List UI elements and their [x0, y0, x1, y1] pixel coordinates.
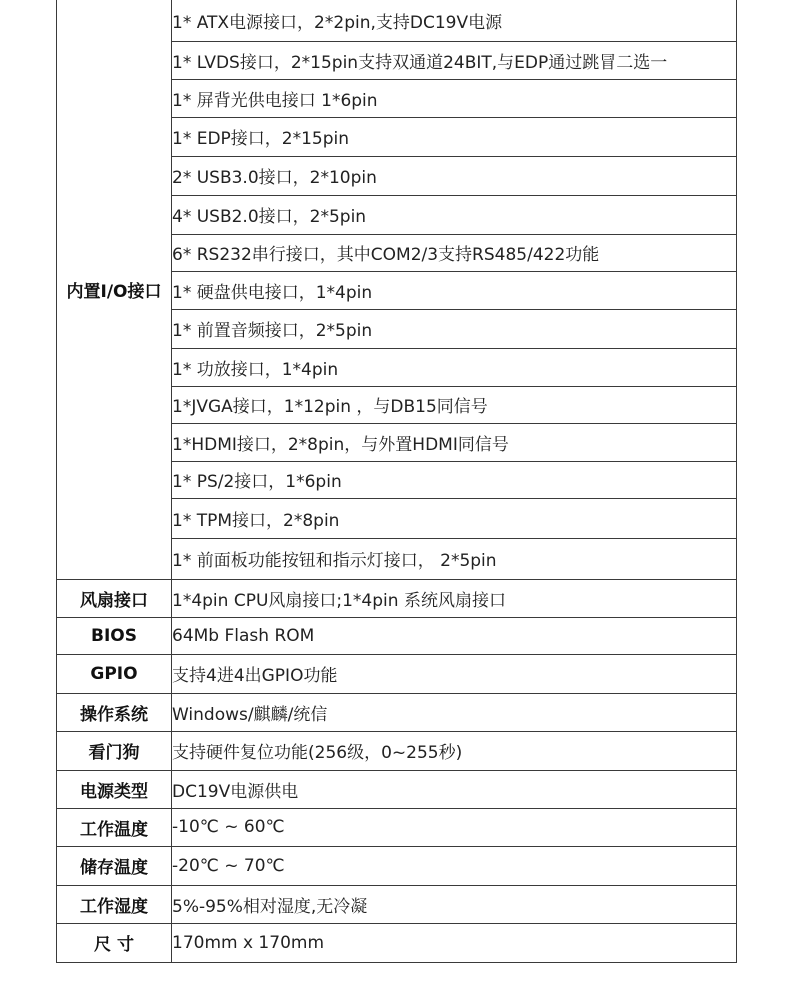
io-row-value: 4* USB2.0接口，2*5pin	[172, 195, 737, 234]
io-row-value: 1* 前面板功能按钮和指示灯接口， 2*5pin	[172, 538, 737, 579]
spec-value: 64Mb Flash ROM	[172, 617, 737, 654]
spec-value: DC19V电源供电	[172, 770, 737, 808]
table-row	[57, 808, 737, 846]
spec-value: 支持硬件复位功能(256级，0~255秒)	[172, 731, 737, 770]
io-row-value: 1* 硬盘供电接口，1*4pin	[172, 271, 737, 309]
io-row-value: 1*JVGA接口，1*12pin ，与DB15同信号	[172, 386, 737, 423]
table-row	[57, 654, 737, 693]
table-row	[57, 693, 737, 731]
table-row	[57, 617, 737, 654]
spec-value: -20℃ ~ 70℃	[172, 846, 737, 885]
io-row-value: 1* PS/2接口，1*6pin	[172, 461, 737, 498]
spec-label: 储存温度	[57, 846, 172, 885]
spec-label: 电源类型	[57, 770, 172, 808]
spec-table	[56, 0, 737, 963]
io-row-value: 1* 前置音频接口，2*5pin	[172, 309, 737, 348]
io-row-value: 6* RS232串行接口，其中COM2/3支持RS485/422功能	[172, 234, 737, 271]
io-row-value: 1* 功放接口，1*4pin	[172, 348, 737, 386]
spec-value: 支持4进4出GPIO功能	[172, 654, 737, 693]
table-row	[57, 0, 737, 41]
spec-label: BIOS	[57, 617, 172, 654]
io-row-value: 1*HDMI接口，2*8pin，与外置HDMI同信号	[172, 423, 737, 461]
spec-label: 工作湿度	[57, 885, 172, 923]
spec-value: 1*4pin CPU风扇接口;1*4pin 系统风扇接口	[172, 579, 737, 617]
table-row	[57, 579, 737, 617]
io-row-value: 1* EDP接口，2*15pin	[172, 117, 737, 156]
spec-label: 工作温度	[57, 808, 172, 846]
spec-value: 5%-95%相对湿度,无冷凝	[172, 885, 737, 923]
table-row	[57, 731, 737, 770]
io-row-value: 2* USB3.0接口，2*10pin	[172, 156, 737, 195]
table-row	[57, 846, 737, 885]
table-row	[57, 923, 737, 962]
spec-label: GPIO	[57, 654, 172, 693]
table-row	[57, 770, 737, 808]
internal-io-label: 内置I/O接口	[57, 0, 172, 579]
io-row-value: 1* ATX电源接口，2*2pin,支持DC19V电源	[172, 0, 737, 41]
spec-label: 看门狗	[57, 731, 172, 770]
io-row-value: 1* TPM接口，2*8pin	[172, 498, 737, 538]
spec-label: 操作系统	[57, 693, 172, 731]
spec-value: 170mm x 170mm	[172, 923, 737, 962]
table-row	[57, 885, 737, 923]
spec-value: Windows/麒麟/统信	[172, 693, 737, 731]
io-row-value: 1* 屏背光供电接口 1*6pin	[172, 79, 737, 117]
io-row-value: 1* LVDS接口，2*15pin支持双通道24BIT,与EDP通过跳冒二选一	[172, 41, 737, 79]
spec-label: 风扇接口	[57, 579, 172, 617]
spec-label: 尺 寸	[57, 923, 172, 962]
spec-value: -10℃ ~ 60℃	[172, 808, 737, 846]
